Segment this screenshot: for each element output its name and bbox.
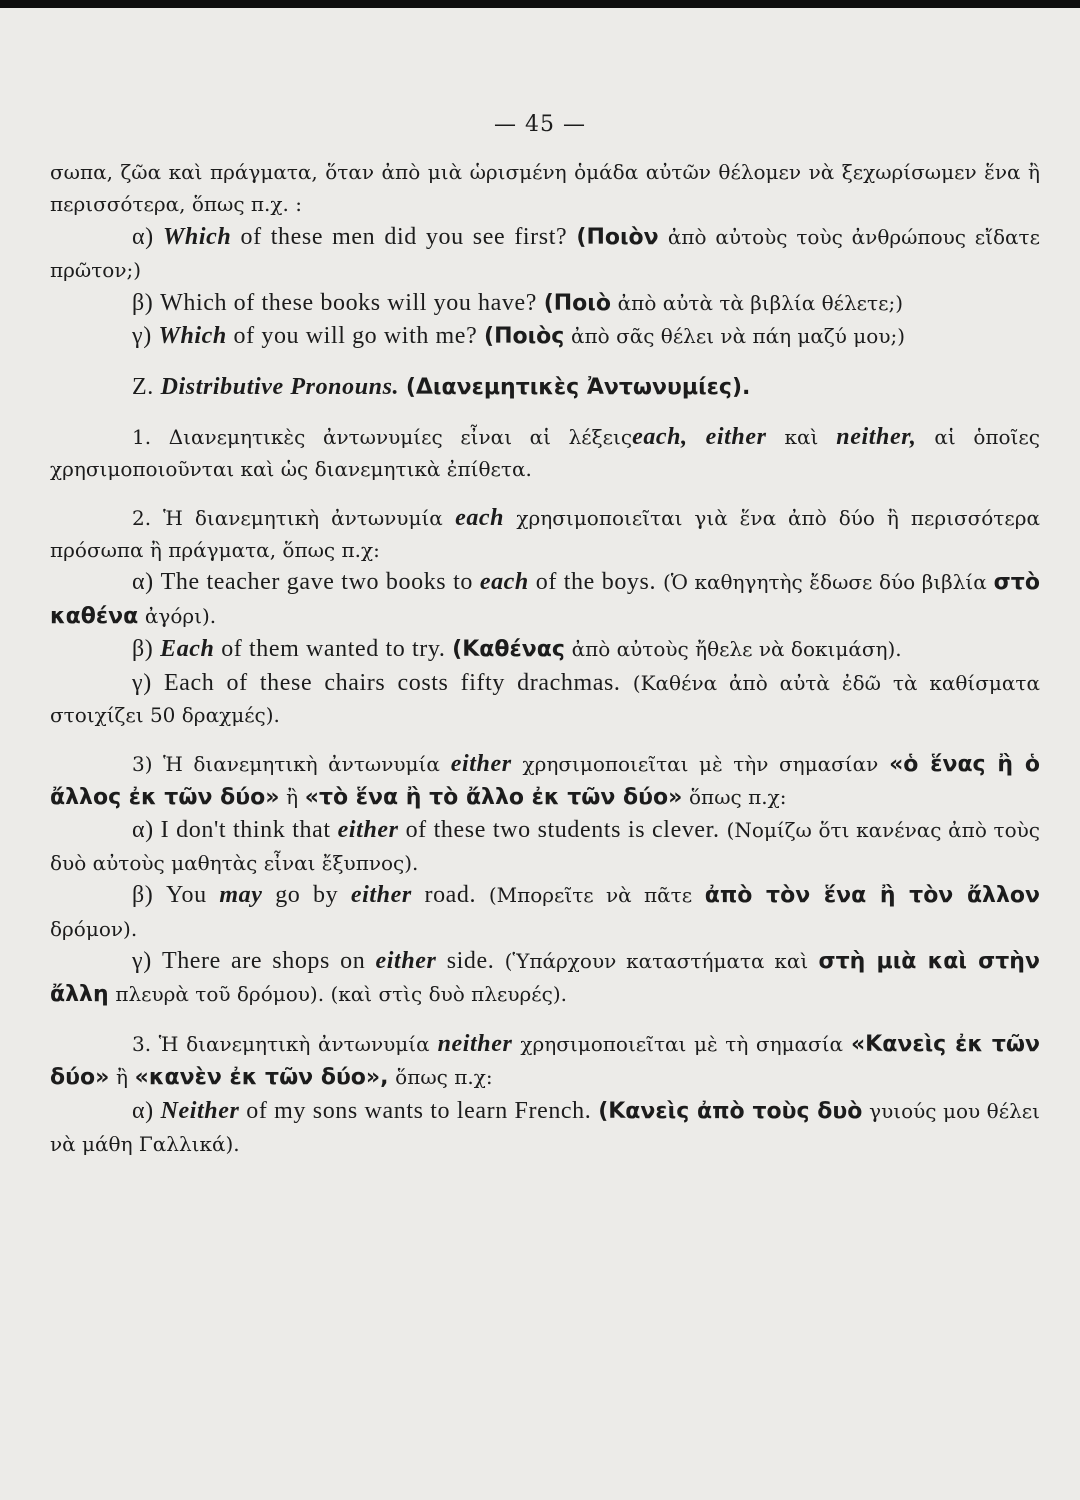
english-sentence: of the boys. — [535, 569, 657, 596]
greek-text: αἱ ὁποῖες χρησιμοποιοῦνται καὶ ὡς διανεμητικὰ ἐπίθετα. — [50, 424, 1040, 482]
keyword: Which — [162, 223, 232, 250]
greek-text: ὅπως π.χ: — [689, 784, 787, 809]
bold-greek: (Κανεὶς ἀπὸ τοὺς δυὸ — [598, 1098, 863, 1124]
english-sentence: road. — [424, 882, 477, 909]
bold-greek: «τὸ ἕνα ἢ τὸ ἄλλο ἐκ τῶν δύο» — [304, 784, 683, 810]
bold-greek: στὸ καθένα — [50, 570, 1040, 629]
english-sentence: of these men did you see first? — [240, 223, 568, 250]
greek-text: 3. Ἡ διανεμητικὴ ἀντωνυμία — [132, 1031, 430, 1056]
paragraph-2 — [50, 502, 1040, 567]
example-each-chairs — [50, 667, 1040, 732]
keyword: neither — [437, 1030, 513, 1057]
bold-greek: στὴ μιὰ καὶ στὴν ἄλλη — [50, 948, 1040, 1008]
greek-translation: ἀπὸ σᾶς θέλει νὰ πάη μαζύ μου;) — [571, 324, 906, 349]
page-body — [50, 156, 1040, 1160]
intro-text: σωπα, ζῶα καὶ πράγματα, ὅταν ἀπὸ μιὰ ὡρισμένη ὁμάδα αὐτῶν θέλομεν νὰ ξεχωρίσωμεν ἕνα ἢ περισσότερα, ὅπως π.χ. : — [50, 160, 1040, 217]
section-heading — [50, 371, 1040, 404]
keyword: Which — [158, 323, 227, 350]
greek-translation: ἀπὸ αὐτοὺς τοὺς ἀνθρώπους εἴδατε πρῶτον;) — [50, 224, 1040, 283]
greek-translation: (Ὑπάρχουν καταστήματα καὶ — [504, 948, 809, 973]
example-either-students — [50, 814, 1040, 879]
greek-text: χρησιμοποιεῖται μὲ τὴ σημασία — [520, 1031, 844, 1056]
example-label: α) — [132, 223, 154, 250]
example-label: β) — [132, 289, 154, 316]
keyword: either — [450, 750, 512, 777]
english-sentence: of these two students is clever. — [405, 817, 720, 844]
greek-translation: (Μπορεῖτε νὰ πᾶτε — [488, 883, 693, 908]
greek-text: καὶ — [784, 424, 819, 449]
greek-text: ἢ — [286, 784, 299, 809]
greek-text: 2. Ἡ διανεμητικὴ ἀντωνυμία — [132, 505, 443, 530]
greek-translation: ἀγόρι). — [144, 603, 217, 628]
english-sentence: γ) There are shops on — [132, 947, 366, 974]
english-sentence: Which of these books will you have? — [160, 289, 538, 316]
intro-paragraph — [50, 156, 1040, 221]
example-each-them — [50, 633, 1040, 666]
bold-greek: «κανὲν ἐκ τῶν δύο», — [134, 1065, 389, 1091]
example-either-road — [50, 879, 1040, 945]
greek-text: ἢ — [115, 1065, 128, 1090]
scan-top-border — [0, 0, 1080, 8]
english-sentence: α) I don't think that — [132, 817, 331, 844]
english-sentence: of them wanted to try. — [221, 636, 446, 663]
section-title-greek: (Διανεμητικὲς Ἀντωνυμίες). — [405, 375, 751, 401]
keyword: neither, — [836, 423, 917, 450]
section-letter: Ζ. — [132, 374, 154, 401]
english-sentence: of you will go with me? — [233, 323, 478, 350]
english-sentence: γ) Each of these chairs costs fifty drachmas. — [132, 669, 621, 696]
bold-greek: ἀπὸ τὸν ἕνα ἢ τὸν ἄλλον — [704, 883, 1040, 909]
greek-translation: ἀπὸ αὐτοὺς ἤθελε νὰ δοκιμάση). — [571, 637, 902, 662]
english-sentence: β) You — [132, 882, 207, 909]
bold-greek: (Καθένας — [452, 637, 565, 663]
example-which-men — [50, 221, 1040, 287]
bold-greek: «Κανεὶς ἐκ τῶν δύο» — [50, 1031, 1040, 1091]
greek-translation: (Νομίζω ὅτι κανένας ἀπὸ τοὺς δυὸ αὐτοὺς μαθητὰς εἶναι ἔξυπνος). — [50, 818, 1040, 875]
page-number: — 45 — — [494, 112, 586, 137]
example-label: β) — [132, 636, 154, 663]
bold-greek: (Ποιὸς — [484, 324, 565, 350]
paragraph-1 — [50, 421, 1040, 486]
english-sentence: α) The teacher gave two books to — [132, 569, 473, 596]
paragraph-4 — [50, 1028, 1040, 1095]
greek-translation: δρόμον). — [50, 916, 138, 941]
bold-greek: «ὁ ἕνας ἢ ὁ ἄλλος ἐκ τῶν δύο» — [50, 751, 1040, 810]
greek-translation: πλευρὰ τοῦ δρόμου). (καὶ στὶς δυὸ πλευρές). — [115, 982, 567, 1007]
keyword: each, either — [632, 423, 767, 450]
greek-text: χρησιμοποιεῖται μὲ τὴν σημασίαν — [522, 751, 879, 776]
keyword: each — [455, 504, 505, 531]
greek-translation: (Ὁ καθηγητὴς ἔδωσε δύο βιβλία — [662, 570, 987, 595]
greek-translation: (Καθένα ἀπὸ αὐτὰ ἐδῶ τὰ καθίσματα στοιχίζει 50 δραχμές). — [50, 670, 1041, 728]
english-sentence: side. — [446, 947, 495, 974]
greek-text: ὅπως π.χ: — [395, 1065, 493, 1090]
keyword: either — [337, 817, 399, 844]
section-title-english: Distributive Pronouns. — [160, 374, 400, 401]
greek-text: 3) Ἡ διανεμητικὴ ἀντωνυμία — [132, 751, 440, 776]
greek-text: χρησιμοποιεῖται γιὰ ἕνα ἀπὸ δύο ἢ περισσότερα πρόσωπα ἢ πράγματα, ὅπως π.χ: — [50, 505, 1040, 563]
bold-greek: (Ποιὸ — [543, 290, 611, 316]
example-which-you — [50, 320, 1040, 353]
keyword: either — [350, 882, 412, 909]
example-neither-sons — [50, 1095, 1040, 1161]
example-label: γ) — [132, 323, 152, 350]
greek-text: 1. Διανεμητικὲς ἀντωνυμίες εἶναι αἱ λέξεις — [132, 424, 633, 449]
book-page — [0, 8, 1080, 1500]
example-label: α) — [132, 1097, 154, 1124]
keyword: Neither — [160, 1097, 240, 1124]
paragraph-3 — [50, 748, 1040, 815]
english-sentence: go by — [275, 882, 339, 909]
example-either-side — [50, 945, 1040, 1012]
example-which-books — [50, 287, 1040, 320]
keyword: may — [219, 882, 263, 909]
keyword: Each — [160, 636, 215, 663]
example-each-teacher — [50, 566, 1040, 633]
keyword: either — [375, 947, 437, 974]
bold-greek: (Ποιὸν — [576, 224, 659, 250]
keyword: each — [479, 569, 529, 596]
english-sentence: of my sons wants to learn French. — [246, 1097, 592, 1124]
greek-translation: ἀπὸ αὐτὰ τὰ βιβλία θέλετε;) — [617, 290, 903, 315]
greek-translation: γυιούς μου θέλει νὰ μάθη Γαλλικά). — [50, 1098, 1040, 1156]
